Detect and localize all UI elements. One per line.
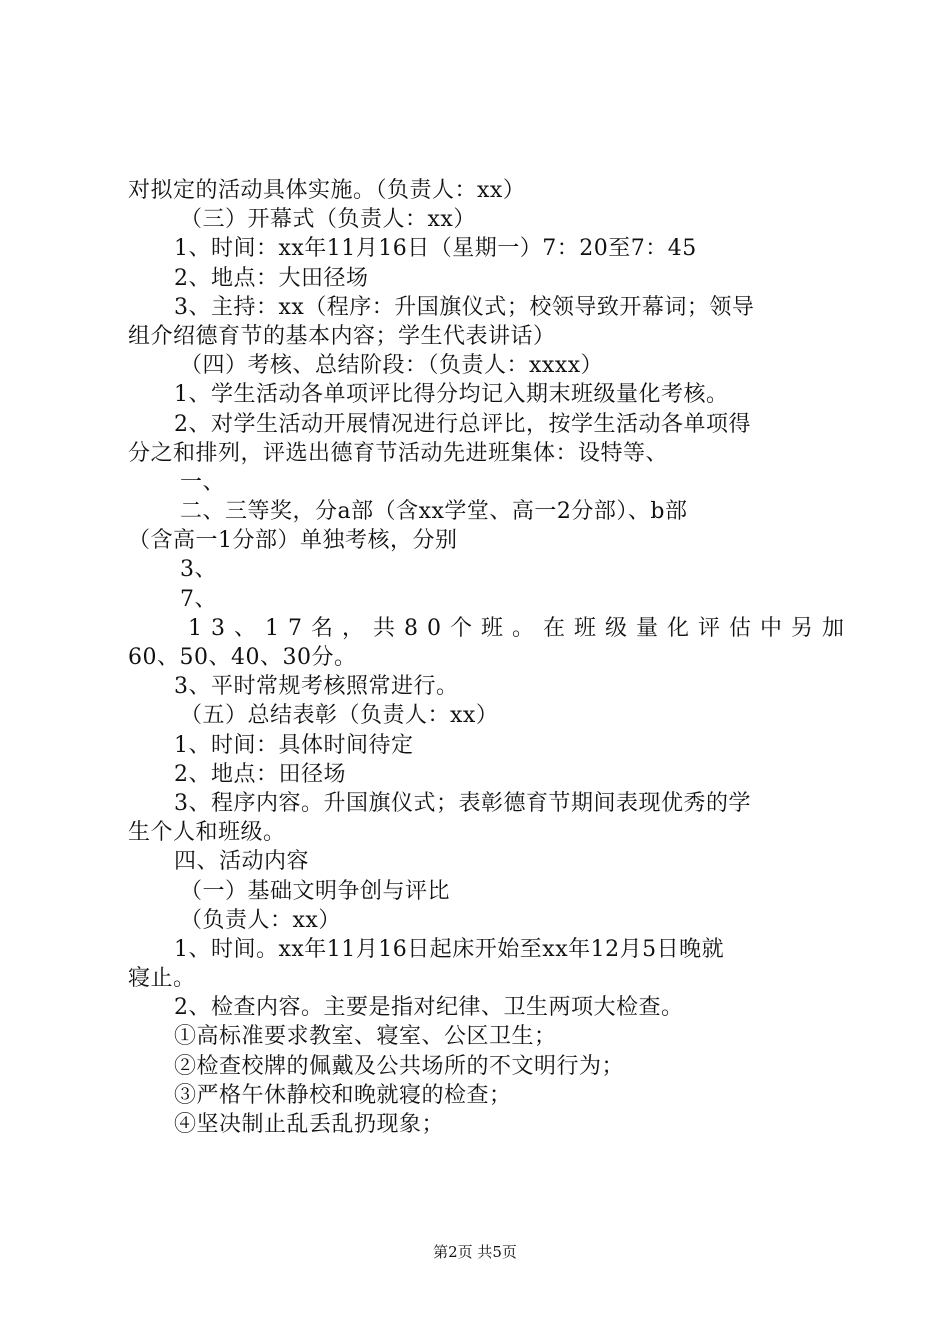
text-line: 二、三等奖，分a部（含xx学堂、高一2分部）、b部 [180,499,688,525]
text-line: 2、地点：大田径场 [174,265,369,291]
text-line: ③严格午休静校和晚就寝的检查； [174,1082,512,1108]
text-line: 3、主持：xx（程序：升国旗仪式；校领导致开幕词；领导 [174,294,755,320]
text-line: 2、地点：田径场 [174,761,346,787]
text-line: 生个人和班级。 [128,820,286,846]
text-line: 一、 [180,469,226,495]
text-line: 分之和排列，评选出德育节活动先进班集体：设特等、 [128,440,669,466]
text-line: 1、时间：具体时间待定 [174,732,414,758]
text-line: （含高一1分部）单独考核，分别 [128,528,458,554]
text-line: 3、程序内容。升国旗仪式；表彰德育节期间表现优秀的学 [174,790,751,816]
text-line: 2、对学生活动开展情况进行总评比，按学生活动各单项得 [174,411,751,437]
text-line: 60、50、40、30分。 [128,645,357,670]
text-line: ①高标准要求教室、寝室、公区卫生； [174,1024,557,1050]
text-line: 组介绍德育节的基本内容；学生代表讲话） [128,323,556,349]
text-line: （三）开幕式（负责人：xx） [180,207,476,233]
document-body [128,176,853,1139]
page-number-label: 第2页 共5页 [433,1243,517,1261]
text-line: （四）考核、总结阶段：（负责人：xxxx） [180,353,604,379]
text-line: ②检查校牌的佩戴及公共场所的不文明行为； [174,1053,625,1079]
page-footer [0,1242,950,1262]
text-line: 1、时间：xx年11月16日（星期一）7：20至7：45 [174,236,697,262]
text-line: 3、 [180,557,217,583]
text-line: 寝止。 [128,966,196,992]
text-line: （一）基础文明争创与评比 [180,878,451,904]
text-line: （负责人：xx） [180,907,341,933]
text-line: 1、学生活动各单项评比得分均记入期末班级量化考核。 [174,382,729,408]
text-line: （五）总结表彰（负责人：xx） [180,703,499,729]
text-line: ④坚决制止乱丢乱扔现象； [174,1112,445,1137]
text-line: 7、 [180,586,217,612]
text-line: 13、17名，共80个班。在班级量化评估中另加 [188,615,853,641]
text-line: 1、时间。xx年11月16日起床开始至xx年12月5日晚就 [174,936,725,962]
text-line: 3、平时常规考核照常进行。 [174,674,459,700]
text-line: 2、检查内容。主要是指对纪律、卫生两项大检查。 [174,995,684,1021]
text-line: 对拟定的活动具体实施。（负责人：xx） [128,178,526,203]
text-line: 四、活动内容 [174,849,310,875]
